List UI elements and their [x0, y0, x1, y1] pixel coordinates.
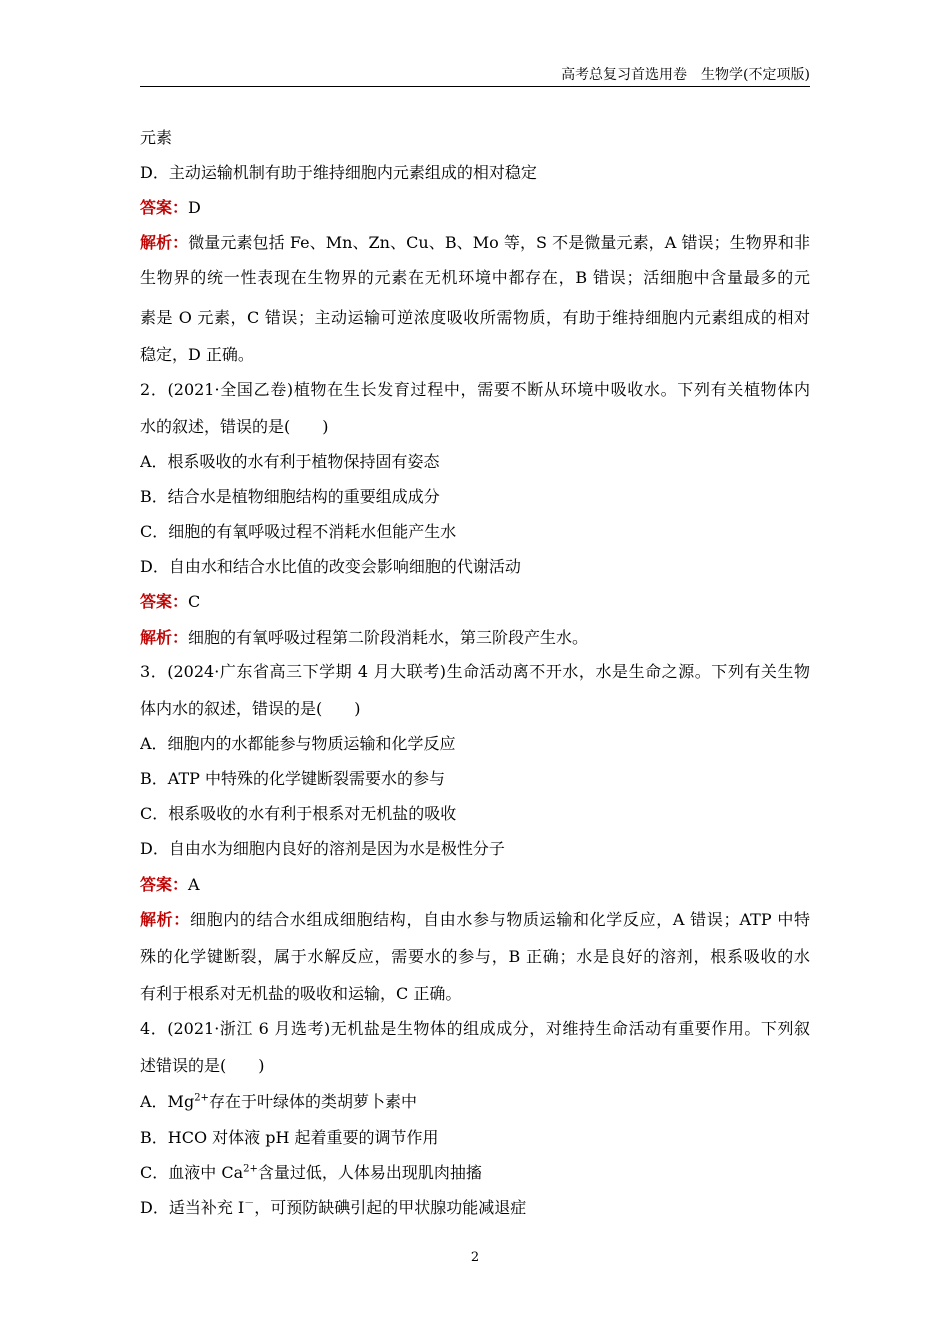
- option-line: B．HCO 对体液 pH 起着重要的调节作用: [140, 1128, 439, 1147]
- question-line: 3．(2024·广东省高三下学期 4 月大联考)生命活动离不开水，水是生命之源。下列有关生物: [140, 662, 810, 681]
- answer-label: 答案：: [140, 198, 189, 217]
- analysis-label: 解析：: [140, 233, 189, 252]
- answer-label: 答案：: [140, 875, 189, 894]
- question-line: 述错误的是( ): [140, 1056, 265, 1075]
- analysis-line: 解析：细胞的有氧呼吸过程第二阶段消耗水，第三阶段产生水。: [140, 628, 589, 647]
- option-line: A．$Mg^{2+}$存在于叶绿体的类胡萝卜素中: [140, 1092, 417, 1111]
- analysis-line: 解析：微量元素包括 Fe、Mn、Zn、Cu、B、Mo 等，S 不是微量元素，A 错误；生物界和非: [140, 233, 810, 252]
- question-line: 水的叙述，错误的是( ): [140, 417, 329, 436]
- question-line: 体内水的叙述，错误的是( ): [140, 699, 361, 718]
- option-line: D．主动运输机制有助于维持细胞内元素组成的相对稳定: [140, 163, 537, 182]
- text-line: 元素: [140, 128, 173, 147]
- answer-line: 答案：C: [140, 592, 201, 611]
- text-line: 生物界的统一性表现在生物界的元素在无机环境中都存在，B 错误；活细胞中含量最多的元: [140, 268, 810, 287]
- answer-label: 答案：: [140, 592, 189, 611]
- analysis-line: 解析：细胞内的结合水组成细胞结构，自由水参与物质运输和化学反应，A 错误；ATP 中特: [140, 910, 810, 929]
- option-line: C．细胞的有氧呼吸过程不消耗水但能产生水: [140, 522, 457, 541]
- analysis-label: 解析：: [140, 910, 190, 929]
- page-header: [140, 66, 810, 87]
- text-line: 有利于根系对无机盐的吸收和运输，C 正确。: [140, 984, 462, 1003]
- option-line: C．血液中 $Ca^{2+}$含量过低，人体易出现肌肉抽搐: [140, 1163, 482, 1182]
- option-line: C．根系吸收的水有利于根系对无机盐的吸收: [140, 804, 457, 823]
- answer-line: 答案：D: [140, 198, 201, 217]
- option-line: B．ATP 中特殊的化学键断裂需要水的参与: [140, 769, 445, 788]
- question-line: 4．(2021·浙江 6 月选考)无机盐是生物体的组成成分，对维持生命活动有重要作用。下列叙: [140, 1019, 810, 1038]
- option-line: A．细胞内的水都能参与物质运输和化学反应: [140, 734, 456, 753]
- option-line: A．根系吸收的水有利于植物保持固有姿态: [140, 452, 440, 471]
- text-line: 素是 O 元素，C 错误；主动运输可逆浓度吸收所需物质，有助于维持细胞内元素组成的相对: [140, 308, 810, 327]
- option-line: B．结合水是植物细胞结构的重要组成成分: [140, 487, 440, 506]
- text-line: 稳定，D 正确。: [140, 345, 254, 364]
- answer-line: 答案：A: [140, 875, 200, 894]
- option-line: D．自由水和结合水比值的改变会影响细胞的代谢活动: [140, 557, 521, 576]
- analysis-label: 解析：: [140, 628, 189, 647]
- option-line: D．适当补充 I－，可预防缺碘引起的甲状腺功能减退症: [140, 1198, 527, 1217]
- page-number: 2: [470, 1250, 480, 1265]
- text-line: 殊的化学键断裂，属于水解反应，需要水的参与，B 正确；水是良好的溶剂，根系吸收的水: [140, 947, 810, 966]
- question-line: 2．(2021·全国乙卷)植物在生长发育过程中，需要不断从环境中吸收水。下列有关植物体内: [140, 380, 810, 399]
- header-title: 高考总复习首选用卷 生物学(不定项版): [561, 67, 810, 83]
- option-line: D．自由水为细胞内良好的溶剂是因为水是极性分子: [140, 839, 505, 858]
